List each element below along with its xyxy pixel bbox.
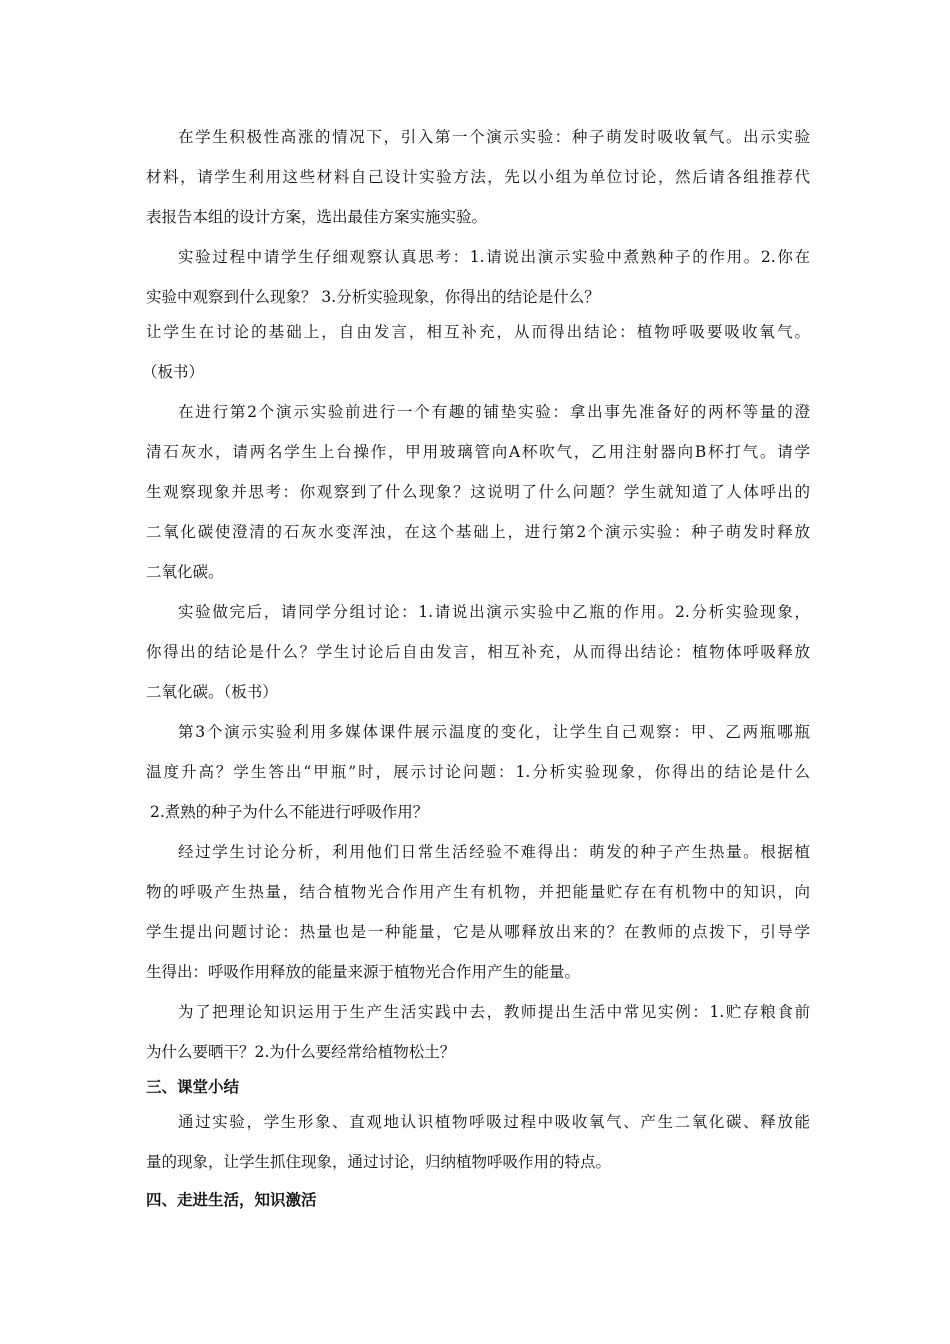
text-line: 为了把理论知识运用于生产生活实践中去，教师提出生活中常见实例：1.贮存粮食前 (178, 1003, 810, 1021)
text-line: 二氧化碳使澄清的石灰水变浑浊，在这个基础上，进行第2个演示实验：种子萌发时释放 (146, 523, 810, 541)
text-line: 实验过程中请学生仔细观察认真思考：1.请说出演示实验中煮熟种子的作用。2.你在 (178, 248, 810, 266)
text-line: 在进行第2个演示实验前进行一个有趣的铺垫实验：拿出事先准备好的两杯等量的澄 (178, 403, 810, 421)
text-line: 你得出的结论是什么？学生讨论后自由发言，相互补充，从而得出结论：植物体呼吸释放 (146, 643, 810, 661)
text-line: 让学生在讨论的基础上，自由发言，相互补充，从而得出结论：植物呼吸要吸收氧气。 (146, 323, 810, 341)
text-line: 量的现象，让学生抓住现象，通过讨论，归纳植物呼吸作用的特点。 (146, 1153, 612, 1171)
text-line: 生观察现象并思考：你观察到了什么现象？这说明了什么问题？学生就知道了人体呼出的 (146, 483, 810, 501)
text-line: 实验中观察到什么现象？ 3.分析实验现象，你得出的结论是什么？ (146, 288, 600, 306)
text-line: （板书） (142, 363, 205, 381)
text-line: 温度升高？学生答出“甲瓶”时，展示讨论问题：1.分析实验现象，你得出的结论是什么 (146, 763, 810, 781)
text-line: 实验做完后，请同学分组讨论：1.请说出演示实验中乙瓶的作用。2.分析实验现象， (178, 603, 810, 621)
text-line: 清石灰水，请两名学生上台操作，甲用玻璃管向A杯吹气，乙用注射器向B杯打气。请学 (146, 443, 810, 461)
text-line: 在学生积极性高涨的情况下，引入第一个演示实验：种子萌发时吸收氧气。出示实验 (178, 128, 810, 146)
text-line: 材料，请学生利用这些材料自己设计实验方法，先以小组为单位讨论，然后请各组推荐代 (146, 168, 810, 186)
text-line: 通过实验，学生形象、直观地认识植物呼吸过程中吸收氧气、产生二氧化碳、释放能 (178, 1113, 810, 1131)
text-line: 生得出：呼吸作用释放的能量来源于植物光合作用产生的能量。 (146, 963, 581, 981)
text-line: 经过学生讨论分析，利用他们日常生活经验不难得出：萌发的种子产生热量。根据植 (178, 843, 810, 861)
text-line: 第3个演示实验利用多媒体课件展示温度的变化，让学生自己观察：甲、乙两瓶哪瓶 (178, 723, 810, 741)
text-line: 学生提出问题讨论：热量也是一种能量，它是从哪释放出来的？在教师的点拨下，引导学 (146, 923, 810, 941)
section-heading: 四、走进生活，知识激活 (146, 1190, 317, 1209)
section-heading: 三、课堂小结 (146, 1077, 240, 1096)
text-line: 2.煮熟的种子为什么不能进行呼吸作用？ (150, 803, 429, 821)
text-line: 二氧化碳。（板书） (146, 683, 278, 701)
text-line: 物的呼吸产生热量，结合植物光合作用产生有机物，并把能量贮存在有机物中的知识，向 (146, 883, 810, 901)
text-line: 表报告本组的设计方案，选出最佳方案实施实验。 (146, 208, 488, 226)
text-line: 为什么要晒干？2.为什么要经常给植物松土？ (146, 1043, 456, 1061)
text-line: 二氧化碳。 (146, 563, 224, 581)
